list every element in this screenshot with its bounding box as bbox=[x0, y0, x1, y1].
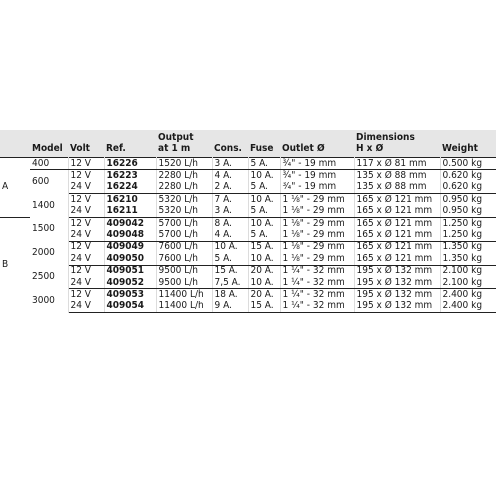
volt-cell: 24 V bbox=[68, 229, 104, 241]
outlet-cell: 1 ⅛" - 29 mm bbox=[280, 206, 354, 218]
fuse-cell: 5 A. bbox=[248, 206, 280, 218]
output-cell: 7600 L/h bbox=[156, 253, 212, 265]
output-cell: 5320 L/h bbox=[156, 206, 212, 218]
outlet-cell: 1 ¼" - 32 mm bbox=[280, 301, 354, 313]
weight-cell: 2.100 kg bbox=[442, 265, 483, 277]
fuse-cell: 10 A. bbox=[248, 253, 280, 265]
outlet-cell: ¾" - 19 mm bbox=[280, 182, 354, 194]
ref-cell: 409050 bbox=[104, 253, 156, 265]
model-cell: 400 bbox=[30, 158, 68, 170]
cons-cell: 18 A. bbox=[212, 289, 248, 301]
weight-cell: 1.250 kg bbox=[440, 229, 496, 241]
cons-cell: 15 A. bbox=[212, 265, 248, 277]
fuse-cell: 5 A. bbox=[248, 182, 280, 194]
outlet-cell: 1 ¼" - 32 mm bbox=[280, 265, 354, 277]
table-row bbox=[0, 289, 496, 301]
weight-cell: 1.350 kg bbox=[440, 253, 496, 265]
outlet-cell: 1 ⅛" - 29 mm bbox=[280, 194, 354, 206]
weight-cell: 0.950 kg bbox=[440, 206, 496, 218]
weight-cell: 0.950 kg bbox=[442, 193, 483, 205]
weight-cell: 0.620 kg bbox=[440, 182, 496, 194]
volt-cell: 12 V bbox=[68, 289, 104, 301]
header-dimensions bbox=[354, 130, 440, 158]
weight-cell: 0.500 kg bbox=[440, 158, 496, 170]
table-row bbox=[0, 241, 496, 253]
ref-cell: 16211 bbox=[104, 206, 156, 218]
dimensions-cell: 135 x Ø 88 mm bbox=[354, 182, 440, 194]
weight-cell: 2.400 kg bbox=[442, 288, 483, 300]
dimensions-cell: 165 x Ø 121 mm bbox=[354, 241, 440, 253]
table-row bbox=[0, 170, 496, 182]
output-cell: 5320 L/h bbox=[156, 194, 212, 206]
model-cell: 3000 bbox=[30, 289, 68, 313]
output-cell: 11400 L/h bbox=[156, 289, 212, 301]
header-output bbox=[156, 130, 212, 158]
volt-cell: 24 V bbox=[68, 301, 104, 313]
table-row bbox=[0, 194, 496, 206]
model-cell: 2000 bbox=[30, 241, 68, 265]
volt-cell: 12 V bbox=[68, 170, 104, 182]
model-cell: 1400 bbox=[30, 194, 68, 218]
fuse-cell: 10 A. bbox=[248, 170, 280, 182]
output-cell: 9500 L/h bbox=[156, 265, 212, 277]
header-volt: Volt bbox=[68, 130, 104, 158]
ref-cell: 16210 bbox=[104, 194, 156, 206]
dimensions-cell: 165 x Ø 121 mm bbox=[354, 206, 440, 218]
header-dimensions-line2: H x Ø bbox=[356, 143, 384, 154]
cons-cell: 4 A. bbox=[212, 170, 248, 182]
output-cell: 9500 L/h bbox=[156, 277, 212, 289]
outlet-cell: 1 ¼" - 32 mm bbox=[280, 289, 354, 301]
dimensions-cell: 195 x Ø 132 mm bbox=[354, 277, 440, 289]
volt-cell: 12 V bbox=[68, 158, 104, 170]
fuse-cell: 10 A. bbox=[248, 277, 280, 289]
header-cons: Cons. bbox=[212, 130, 248, 158]
volt-cell: 24 V bbox=[68, 277, 104, 289]
outlet-cell: 1 ⅛" - 29 mm bbox=[280, 253, 354, 265]
header-outlet: Outlet Ø bbox=[280, 130, 354, 158]
output-cell: 2280 L/h bbox=[156, 182, 212, 194]
output-cell: 1520 L/h bbox=[156, 158, 212, 170]
ref-cell: 409052 bbox=[104, 277, 156, 289]
table-row bbox=[0, 277, 496, 289]
outlet-cell: 1 ⅛" - 29 mm bbox=[280, 241, 354, 253]
fuse-cell: 20 A. bbox=[248, 289, 280, 301]
volt-cell: 12 V bbox=[68, 241, 104, 253]
header-fuse: Fuse bbox=[248, 130, 280, 158]
cons-cell: 4 A. bbox=[212, 229, 248, 241]
output-cell: 5700 L/h bbox=[156, 229, 212, 241]
header-dimensions-line1: Dimensions bbox=[356, 132, 415, 143]
group-label-a: A bbox=[0, 158, 30, 218]
table-row bbox=[0, 265, 496, 277]
dimensions-cell: 135 x Ø 88 mm bbox=[354, 170, 440, 182]
volt-cell: 12 V bbox=[68, 194, 104, 206]
ref-cell: 409042 bbox=[104, 217, 156, 229]
cons-cell: 10 A. bbox=[212, 241, 248, 253]
fuse-cell: 10 A. bbox=[248, 194, 280, 206]
outlet-cell: ¾" - 19 mm bbox=[280, 170, 354, 182]
header-weight: Weight bbox=[440, 130, 496, 158]
fuse-cell: 20 A. bbox=[248, 265, 280, 277]
table-row bbox=[0, 229, 496, 241]
dimensions-cell: 165 x Ø 121 mm bbox=[354, 194, 440, 206]
header-output-line2: at 1 m bbox=[158, 143, 191, 154]
table-row bbox=[0, 158, 496, 170]
weight-cell: 2.400 kg bbox=[440, 301, 496, 313]
fuse-cell: 15 A. bbox=[248, 301, 280, 313]
outlet-cell: ¾" - 19 mm bbox=[280, 158, 354, 170]
volt-cell: 12 V bbox=[68, 217, 104, 229]
cons-cell: 2 A. bbox=[212, 182, 248, 194]
table-row bbox=[0, 253, 496, 265]
header-model: Model bbox=[30, 130, 68, 158]
weight-cell: 1.350 kg bbox=[442, 241, 483, 253]
group-label-b: B bbox=[2, 259, 9, 271]
table-row bbox=[0, 206, 496, 218]
fuse-cell: 10 A. bbox=[248, 217, 280, 229]
cons-cell: 3 A. bbox=[212, 206, 248, 218]
ref-cell: 409051 bbox=[104, 265, 156, 277]
dimensions-cell: 117 x Ø 81 mm bbox=[354, 158, 440, 170]
header-ref: Ref. bbox=[104, 130, 156, 158]
table-row bbox=[0, 301, 496, 313]
fuse-cell: 5 A. bbox=[248, 229, 280, 241]
output-cell: 2280 L/h bbox=[156, 170, 212, 182]
cons-cell: 7 A. bbox=[212, 194, 248, 206]
cons-cell: 5 A. bbox=[212, 253, 248, 265]
ref-cell: 409048 bbox=[104, 229, 156, 241]
ref-cell: 16223 bbox=[104, 170, 156, 182]
outlet-cell: 1 ¼" - 32 mm bbox=[280, 277, 354, 289]
dimensions-cell: 165 x Ø 121 mm bbox=[354, 217, 440, 229]
ref-cell: 409049 bbox=[104, 241, 156, 253]
ref-cell: 16226 bbox=[104, 158, 156, 170]
weight-cell: 1.250 kg bbox=[442, 217, 483, 229]
dimensions-cell: 195 x Ø 132 mm bbox=[354, 301, 440, 313]
model-cell: 1500 bbox=[30, 217, 68, 241]
volt-cell: 12 V bbox=[68, 265, 104, 277]
weight-cell: 2.100 kg bbox=[440, 277, 496, 289]
ref-cell: 409053 bbox=[104, 289, 156, 301]
outlet-cell: 1 ⅛" - 29 mm bbox=[280, 217, 354, 229]
cons-cell: 9 A. bbox=[212, 301, 248, 313]
volt-cell: 24 V bbox=[68, 206, 104, 218]
dimensions-cell: 165 x Ø 121 mm bbox=[354, 229, 440, 241]
header-group bbox=[0, 130, 30, 158]
ref-cell: 16224 bbox=[104, 182, 156, 194]
cons-cell: 3 A. bbox=[212, 158, 248, 170]
volt-cell: 24 V bbox=[68, 182, 104, 194]
header-row bbox=[0, 130, 496, 158]
dimensions-cell: 165 x Ø 121 mm bbox=[354, 253, 440, 265]
dimensions-cell: 195 x Ø 132 mm bbox=[354, 289, 440, 301]
dimensions-cell: 195 x Ø 132 mm bbox=[354, 265, 440, 277]
output-cell: 7600 L/h bbox=[156, 241, 212, 253]
cons-cell: 8 A. bbox=[212, 217, 248, 229]
table-row bbox=[0, 182, 496, 194]
model-cell: 600 bbox=[30, 170, 68, 194]
header-output-line1: Output bbox=[158, 132, 194, 143]
model-cell: 2500 bbox=[30, 265, 68, 289]
pump-spec-table bbox=[0, 130, 496, 313]
output-cell: 5700 L/h bbox=[156, 217, 212, 229]
fuse-cell: 5 A. bbox=[248, 158, 280, 170]
table-row bbox=[0, 217, 496, 229]
fuse-cell: 15 A. bbox=[248, 241, 280, 253]
output-cell: 11400 L/h bbox=[156, 301, 212, 313]
ref-cell: 409054 bbox=[104, 301, 156, 313]
weight-cell: 0.620 kg bbox=[442, 170, 483, 182]
volt-cell: 24 V bbox=[68, 253, 104, 265]
outlet-cell: 1 ⅛" - 29 mm bbox=[280, 229, 354, 241]
cons-cell: 7,5 A. bbox=[212, 277, 248, 289]
